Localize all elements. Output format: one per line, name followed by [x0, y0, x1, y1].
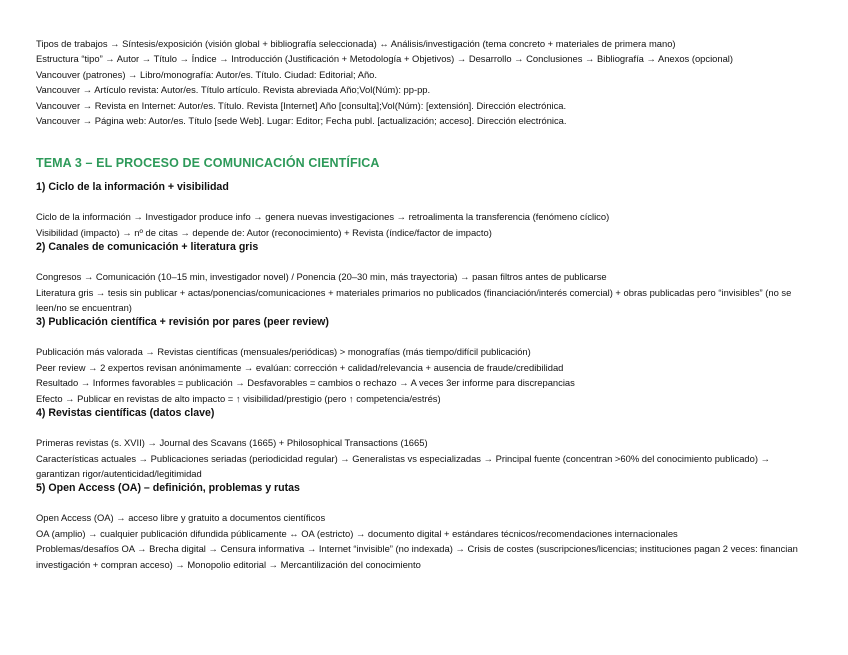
section-line: Ciclo de la información → Investigador produce info → genera nuevas investigaciones → retroalimenta la transferencia (fenómeno cíclico) — [36, 211, 610, 223]
section-1 — [36, 180, 816, 240]
section-5 — [36, 481, 816, 572]
intro-line: Tipos de trabajos → Síntesis/exposición (visión global + bibliografía seleccionada) ↔ Análisis/investigación (tema concreto + materiales de primera mano) — [36, 38, 676, 49]
section-3 — [36, 315, 816, 406]
section-line: Literatura gris → tesis sin publicar + actas/ponencias/comunicaciones + materiales primarios no publicados (financiación/interés comercial) + obras publicadas pero “invisibles” (no se leen/no se encuentran) — [36, 286, 792, 314]
section-2 — [36, 240, 816, 315]
section-heading: 1) Ciclo de la información + visibilidad — [36, 181, 229, 194]
section-heading: 2) Canales de comunicación + literatura gris — [36, 241, 259, 254]
section-line: OA (amplio) → cualquier publicación difundida públicamente ↔ OA (estricto) → documento digital + estándares técnicos/recomendaciones internacionales — [36, 527, 678, 539]
section-line: Primeras revistas (s. XVII) → Journal des Scavans (1665) + Philosophical Transactions (1665) — [36, 437, 428, 449]
section-line: Congresos → Comunicación (10–15 min, investigador novel) / Ponencia (20–30 min, más trayectoria) → pasan filtros antes de publicarse — [36, 271, 607, 283]
section-line: Efecto → Publicar en revistas de alto impacto = ↑ visibilidad/prestigio (pero ↑ competencia/estrés) — [36, 392, 441, 404]
theme-title: TEMA 3 – EL PROCESO DE COMUNICACIÓN CIENTÍFICA — [36, 156, 380, 171]
intro-line: Vancouver → Página web: Autor/es. Título [sede Web]. Lugar: Editor; Fecha publ. [actualización; acceso]. Dirección electrónica. — [36, 115, 567, 127]
intro-block — [36, 36, 816, 128]
intro-line: Vancouver → Artículo revista: Autor/es. Título artículo. Revista abreviada Año;Vol(Núm): pp-pp. — [36, 84, 431, 96]
section-4 — [36, 406, 816, 481]
section-heading: 5) Open Access (OA) – definición, problemas y rutas — [36, 482, 300, 495]
section-heading: 4) Revistas científicas (datos clave) — [36, 407, 215, 420]
section-line: Open Access (OA) → acceso libre y gratuito a documentos científicos — [36, 512, 326, 524]
section-line: Publicación más valorada → Revistas científicas (mensuales/periódicas) > monografías (más tiempo/difícil publicación) — [36, 346, 531, 358]
intro-line: Estructura “tipo” → Autor → Título → Índice → Introducción (Justificación + Metodología + Objetivos) → Desarrollo → Conclusiones → Bibliografía → Anexos (opcional) — [36, 53, 734, 65]
section-line: Visibilidad (impacto) → nº de citas → depende de: Autor (reconocimiento) + Revista (índice/factor de impacto) — [36, 226, 492, 238]
section-line: Resultado → Informes favorables = publicación → Desfavorables = cambios o rechazo → A veces 3er informe para discrepancias — [36, 377, 575, 389]
section-heading: 3) Publicación científica + revisión por pares (peer review) — [36, 316, 329, 329]
intro-line: Vancouver (patrones) → Libro/monografía: Autor/es. Título. Ciudad: Editorial; Año. — [36, 68, 377, 80]
document-page — [36, 36, 816, 572]
section-line: Peer review → 2 expertos revisan anónimamente → evalúan: corrección + calidad/relevancia + ausencia de fraude/credibilidad — [36, 361, 564, 373]
section-line: Problemas/desafíos OA → Brecha digital → Censura informativa → Internet “invisible” (no indexada) → Crisis de costes (suscripciones/licencias; instituciones pagan 2 veces: financian investigación + compran acceso) → Monopolio editorial → Mercantilización del conocimiento — [36, 543, 798, 570]
intro-line: Vancouver → Revista en Internet: Autor/es. Título. Revista [Internet] Año [consulta];Vol(Núm): [extensión]. Dirección electrónica. — [36, 99, 567, 111]
section-line: Características actuales → Publicaciones seriadas (periodicidad regular) → Generalistas vs especializadas → Principal fuente (concentran >60% del conocimiento publicado) → garantizan rigor/autenticidad/legitimidad — [36, 452, 770, 479]
